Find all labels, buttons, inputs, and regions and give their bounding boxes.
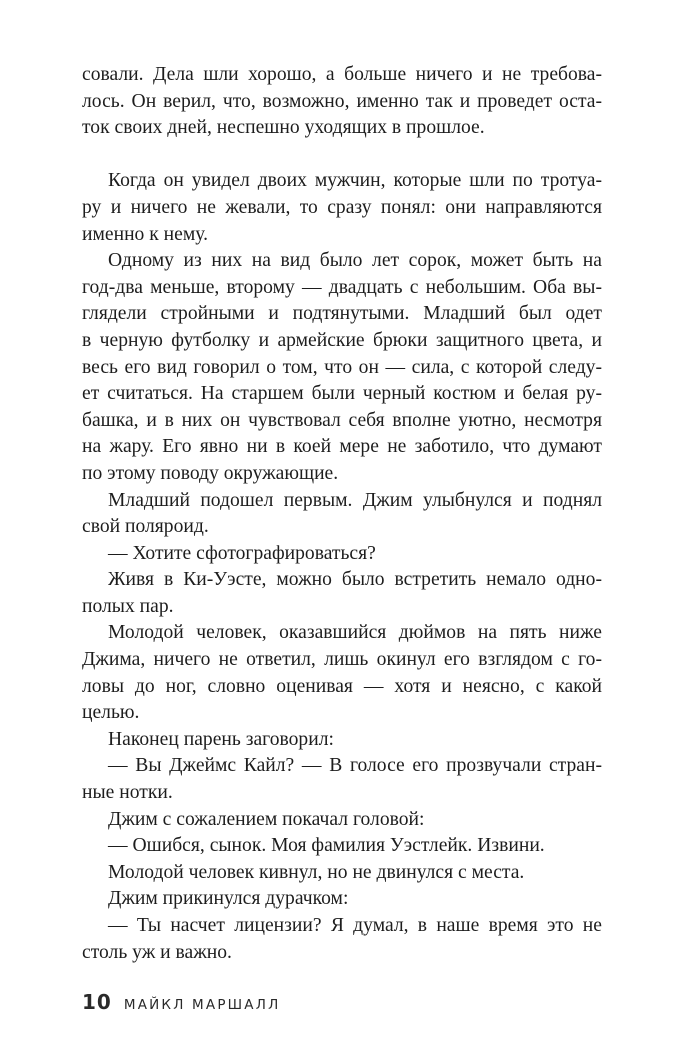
text-line: Когда он увидел двоих мужчин, которые шли по тротуа- (108, 170, 602, 192)
text-line: — Ошибся, сынок. Моя фамилия Уэстлейк. Извини. (108, 835, 545, 857)
text-line: весь его вид говорил о том, что он — сила, с которой следу- (82, 356, 602, 378)
text-line: ловы до ног, словно оценивая — хотя и неясно, с какой (82, 675, 602, 697)
text-line: ет считаться. На старшем были черный костюм и белая ру- (82, 383, 602, 405)
text-line: именно к нему. (82, 223, 208, 245)
text-line: полых пар. (82, 595, 174, 617)
section-break (82, 142, 602, 169)
body-text (82, 62, 602, 966)
page-footer (82, 990, 280, 1014)
text-line: башка, и в них он чувствовал себя вполне уютно, несмотря (82, 409, 602, 431)
text-line: лось. Он верил, что, возможно, именно так и проведет оста- (82, 90, 602, 112)
page-number: 10 (82, 990, 112, 1014)
text-line: — Вы Джеймс Кайл? — В голосе его прозвучали стран- (108, 755, 602, 777)
text-line: Молодой человек кивнул, но не двинулся с места. (108, 861, 525, 883)
text-line: — Ты насчет лицензии? Я думал, в наше время это не (108, 915, 602, 936)
text-line: Джим прикинулся дурачком: (108, 888, 349, 910)
text-line: глядели стройными и подтянутыми. Младший был одет (82, 303, 602, 325)
text-line: Наконец парень заговорил: (108, 728, 334, 750)
text-line: ток своих дней, неспешно уходящих в прошлое. (82, 117, 485, 139)
running-head-author: МАЙКЛ МАРШАЛЛ (123, 997, 281, 1013)
text-line: по этому поводу окружающие. (82, 462, 339, 484)
text-line: год-два меньше, второму — двадцать с небольшим. Оба вы- (82, 276, 602, 298)
text-line: на жару. Его явно ни в коей мере не заботило, что думают (82, 436, 602, 458)
text-line: в черную футболку и армейские брюки защитного цвета, и (82, 329, 602, 351)
text-line: целью. (82, 702, 140, 724)
text-line: совали. Дела шли хорошо, а больше ничего и не требова- (82, 64, 602, 85)
text-line: ные нотки. (82, 782, 173, 804)
text-line: Младший подошел первым. Джим улыбнулся и поднял (108, 489, 602, 511)
text-line: Одному из них на вид было лет сорок, может быть на (108, 250, 602, 272)
text-line: ру и ничего не жевали, то сразу понял: они направляются (82, 196, 602, 218)
text-line: столь уж и важно. (82, 941, 232, 963)
text-line: Джим с сожалением покачал головой: (108, 808, 425, 830)
text-line: — Хотите сфотографироваться? (108, 542, 376, 564)
text-line: Молодой человек, оказавшийся дюймов на пять ниже (108, 622, 602, 644)
text-line: свой поляроид. (82, 516, 209, 538)
text-line: Живя в Ки-Уэсте, можно было встретить немало одно- (108, 569, 602, 591)
text-line: Джима, ничего не ответил, лишь окинул его взглядом с го- (82, 649, 602, 671)
